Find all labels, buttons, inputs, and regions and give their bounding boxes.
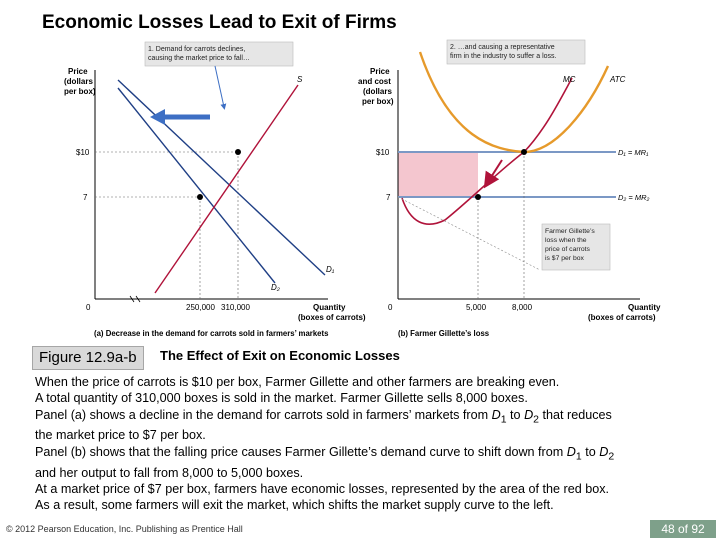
atc-curve: [420, 52, 608, 152]
loss-annotation-line4: is $7 per box: [545, 255, 584, 262]
equilibrium-a-310k: [235, 149, 241, 155]
panel-a-ytick-7: 7: [83, 193, 88, 202]
body-line-5-b: to: [581, 444, 600, 459]
panel-b-ytick-7: 7: [386, 193, 391, 202]
body-text: [35, 374, 695, 513]
demand-curve-d1: [118, 80, 325, 275]
body-line-1: When the price of carrots is $10 per box, Farmer Gillette and other farmers are breaking even.: [35, 375, 560, 389]
panel-a: [64, 42, 366, 338]
equilibrium-b-8000: [521, 149, 527, 155]
body-line-4: the market price to $7 per box.: [35, 428, 206, 443]
panel-b-ylabel-1: Price: [370, 67, 390, 76]
slide-title: Economic Losses Lead to Exit of Firms: [42, 12, 397, 33]
loss-annotation-line1: Farmer Gillette’s: [545, 228, 595, 235]
panel-a-caption: (a) Decrease in the demand for carrots sold in farmers’ markets: [94, 329, 329, 338]
panel-a-ytick-10: $10: [76, 148, 90, 157]
figure-label: Figure 12.9a-b: [32, 346, 144, 370]
loss-annotation-line2: loss when the: [545, 237, 587, 244]
mr2-label: D₂ = MR₂: [618, 193, 650, 202]
panel-b: [358, 40, 661, 338]
annotation-1-line2: causing the market price to fall…: [148, 55, 250, 62]
panel-a-xlabel-2: (boxes of carrots): [298, 313, 366, 322]
figure-title: The Effect of Exit on Economic Losses: [160, 348, 400, 363]
body-line-8: As a result, some farmers will exit the market, which shifts the market supply curve to the left.: [35, 498, 554, 513]
panel-a-ylabel-3: per box): [64, 87, 96, 96]
supply-label: S: [297, 75, 303, 84]
panel-b-ylabel-4: per box): [362, 97, 394, 106]
copyright-footer: © 2012 Pearson Education, Inc. Publishing as Prentice Hall: [6, 524, 243, 534]
panel-b-xtick-8000: 8,000: [512, 303, 533, 312]
body-line-2: A total quantity of 310,000 boxes is sold in the market. Farmer Gillette sells 8,000 boxes.: [35, 391, 528, 406]
panel-b-xlabel-2: (boxes of carrots): [588, 313, 656, 322]
mc-label: MC: [563, 75, 576, 84]
body-line-3-a: Panel (a) shows a decline in the demand for carrots sold in farmers’ markets from: [35, 407, 492, 422]
page-number-badge: 48 of 92: [650, 520, 716, 538]
panel-a-xtick-0: 0: [86, 303, 91, 312]
body-line-7: At a market price of $7 per box, farmers have economic losses, represented by the area of the red box.: [35, 481, 610, 496]
body-line-3-d2: D: [524, 407, 534, 422]
equilibrium-a-250k: [197, 194, 203, 200]
loss-guide: [398, 197, 540, 270]
body-line-5-sub1: 1: [575, 450, 582, 463]
panel-a-ylabel-2: (dollars: [64, 77, 93, 86]
panel-b-caption: (b) Farmer Gillette’s loss: [398, 329, 490, 338]
mr1-label: D₁ = MR₁: [618, 148, 649, 157]
panel-b-ylabel-3: (dollars: [363, 87, 392, 96]
body-line-6: and her output to fall from 8,000 to 5,000 boxes.: [35, 465, 304, 480]
body-line-3-sub2: 2: [533, 413, 540, 426]
d1-label: D₁: [326, 265, 335, 274]
atc-label: ATC: [610, 75, 626, 84]
annotation-2-line2: firm in the industry to suffer a loss.: [450, 53, 557, 60]
panel-b-xtick-5000: 5,000: [466, 303, 487, 312]
equilibrium-b-5000: [475, 194, 481, 200]
annotation-2-line1: 2. …and causing a representative: [450, 44, 555, 51]
panel-b-xlabel-1: Quantity: [628, 303, 661, 312]
loss-annotation-line3: price of carrots: [545, 246, 590, 253]
body-line-3-d1: D: [491, 407, 501, 422]
panel-b-ytick-10: $10: [376, 148, 390, 157]
d2-label: D₂: [271, 283, 280, 292]
annotation-1-line1: 1. Demand for carrots declines,: [148, 46, 246, 53]
panel-a-xtick-310k: 310,000: [221, 303, 250, 312]
body-line-5-d2: D: [599, 444, 609, 459]
body-line-5-d1: D: [566, 444, 576, 459]
body-line-3-b: to: [506, 407, 525, 422]
panel-a-xtick-250k: 250,000: [186, 303, 215, 312]
body-line-5-a: Panel (b) shows that the falling price causes Farmer Gillette’s demand curve to shift down from: [35, 444, 567, 459]
panel-b-ylabel-2: and cost: [358, 77, 391, 86]
body-line-5-sub2: 2: [608, 450, 615, 463]
body-line-3: [35, 407, 695, 428]
loss-area: [398, 152, 478, 197]
annotation-1-pointer: [215, 66, 224, 107]
body-line-3-c: that reduces: [539, 407, 612, 422]
body-line-3-sub1: 1: [500, 413, 507, 426]
panel-b-xtick-0: 0: [388, 303, 393, 312]
panel-a-xlabel-1: Quantity: [313, 303, 346, 312]
body-line-5: [35, 444, 695, 465]
panel-a-ylabel-1: Price: [68, 67, 88, 76]
